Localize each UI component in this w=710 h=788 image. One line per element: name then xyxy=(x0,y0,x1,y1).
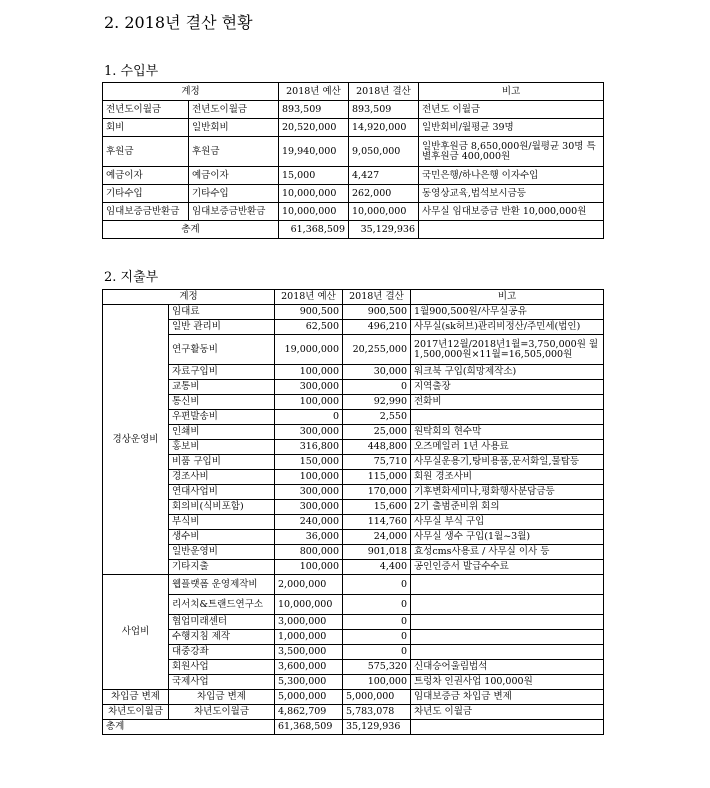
note-cell: 일반후원금 8,650,000원/월평균 30명 특별후원금 400,000원 xyxy=(419,137,604,167)
account-item: 생수비 xyxy=(169,530,275,545)
account-category: 차입금 변제 xyxy=(103,690,169,705)
budget-cell: 20,520,000 xyxy=(279,119,349,137)
account-item: 통신비 xyxy=(169,395,275,410)
income-table xyxy=(102,82,604,239)
actual-cell: 15,600 xyxy=(343,500,411,515)
account-item: 일반 관리비 xyxy=(169,320,275,335)
actual-cell: 893,509 xyxy=(349,101,419,119)
actual-cell: 2,550 xyxy=(343,410,411,425)
account-item: 홍보비 xyxy=(169,440,275,455)
page-title: 2. 2018년 결산 현황 xyxy=(104,13,253,32)
account-item: 대중강좌 xyxy=(169,645,275,660)
actual-cell: 10,000,000 xyxy=(349,203,419,221)
budget-cell: 19,000,000 xyxy=(275,335,343,365)
note-cell: 사무실운용기,탕비용품,문서화일,물탑등 xyxy=(411,455,604,470)
table-row xyxy=(103,395,604,410)
budget-cell: 150,000 xyxy=(275,455,343,470)
table-row xyxy=(103,425,604,440)
col-header-actual: 2018년 결산 xyxy=(343,290,411,305)
budget-cell: 316,800 xyxy=(275,440,343,455)
table-row xyxy=(103,167,604,185)
note-cell: 기후변화세미나,평화행사분담금등 xyxy=(411,485,604,500)
total-row xyxy=(103,221,604,239)
budget-cell: 100,000 xyxy=(275,395,343,410)
note-cell xyxy=(411,595,604,615)
note-cell: 사무실 부식 구입 xyxy=(411,515,604,530)
account-item: 경조사비 xyxy=(169,470,275,485)
note-cell: 신대승어울림법석 xyxy=(411,660,604,675)
budget-cell: 4,862,709 xyxy=(275,705,343,720)
actual-cell: 901,018 xyxy=(343,545,411,560)
table-row xyxy=(103,470,604,485)
actual-cell: 114,760 xyxy=(343,515,411,530)
total-budget: 61,368,509 xyxy=(275,720,343,735)
actual-cell: 0 xyxy=(343,595,411,615)
note-cell: 트렁차 인권사업 100,000원 xyxy=(411,675,604,690)
total-note xyxy=(419,221,604,239)
note-cell: 차년도 이월금 xyxy=(411,705,604,720)
note-cell xyxy=(411,410,604,425)
table-row xyxy=(103,119,604,137)
actual-cell: 0 xyxy=(343,615,411,630)
budget-cell: 300,000 xyxy=(275,425,343,440)
table-row xyxy=(103,530,604,545)
note-cell: 1월900,500원/사무실공유 xyxy=(411,305,604,320)
budget-cell: 300,000 xyxy=(275,485,343,500)
budget-cell: 0 xyxy=(275,410,343,425)
actual-cell: 496,210 xyxy=(343,320,411,335)
note-cell: 효성cms사용료 / 사무실 이사 등 xyxy=(411,545,604,560)
col-header-account: 계정 xyxy=(103,290,275,305)
note-cell: 사무실 임대보증금 반환 10,000,000원 xyxy=(419,203,604,221)
budget-cell: 100,000 xyxy=(275,560,343,575)
actual-cell: 92,990 xyxy=(343,395,411,410)
account-item: 일반운영비 xyxy=(169,545,275,560)
account-item: 후원금 xyxy=(189,137,279,167)
col-header-note: 비고 xyxy=(411,290,604,305)
actual-cell: 4,400 xyxy=(343,560,411,575)
table-row xyxy=(103,645,604,660)
total-actual: 35,129,936 xyxy=(343,720,411,735)
note-cell: 오즈메일러 1년 사용료 xyxy=(411,440,604,455)
table-row xyxy=(103,615,604,630)
col-header-actual: 2018년 결산 xyxy=(349,83,419,101)
note-cell: 2017년12월/2018년1월=3,750,000원 월1,500,000원×11월=16,505,000원 xyxy=(411,335,604,365)
header-row xyxy=(103,83,604,101)
note-cell: 사무실 생수 구입(1월~3월) xyxy=(411,530,604,545)
table-row xyxy=(103,380,604,395)
account-item: 비품 구입비 xyxy=(169,455,275,470)
actual-cell: 0 xyxy=(343,645,411,660)
table-row xyxy=(103,485,604,500)
account-item: 웹플랫폼 운영제작비 xyxy=(169,575,275,595)
header-row xyxy=(103,290,604,305)
note-cell: 2기 출범준비위 회의 xyxy=(411,500,604,515)
category-ops: 경상운영비 xyxy=(103,305,169,575)
actual-cell: 115,000 xyxy=(343,470,411,485)
note-cell: 원탁회의 현수막 xyxy=(411,425,604,440)
actual-cell: 575,320 xyxy=(343,660,411,675)
note-cell: 전화비 xyxy=(411,395,604,410)
expense-heading: 2. 지출부 xyxy=(104,270,159,285)
table-row xyxy=(103,335,604,365)
budget-cell: 800,000 xyxy=(275,545,343,560)
account-item: 우편발송비 xyxy=(169,410,275,425)
note-cell: 회원 경조사비 xyxy=(411,470,604,485)
account-item: 인쇄비 xyxy=(169,425,275,440)
note-cell xyxy=(411,615,604,630)
col-header-account: 계정 xyxy=(103,83,279,101)
table-row xyxy=(103,560,604,575)
table-row xyxy=(103,320,604,335)
budget-cell: 36,000 xyxy=(275,530,343,545)
table-row xyxy=(103,630,604,645)
table-row xyxy=(103,410,604,425)
total-label: 총계 xyxy=(103,221,279,239)
table-row xyxy=(103,185,604,203)
note-cell xyxy=(411,575,604,595)
total-actual: 35,129,936 xyxy=(349,221,419,239)
actual-cell: 0 xyxy=(343,380,411,395)
actual-cell: 14,920,000 xyxy=(349,119,419,137)
total-note xyxy=(411,720,604,735)
note-cell: 지역출장 xyxy=(411,380,604,395)
budget-cell: 893,509 xyxy=(279,101,349,119)
budget-cell: 100,000 xyxy=(275,365,343,380)
actual-cell: 262,000 xyxy=(349,185,419,203)
col-header-budget: 2018년 예산 xyxy=(279,83,349,101)
actual-cell: 20,255,000 xyxy=(343,335,411,365)
account-item: 리서치&트랜드연구소 xyxy=(169,595,275,615)
account-category: 임대보증금반환금 xyxy=(103,203,189,221)
account-item: 기타수입 xyxy=(189,185,279,203)
budget-cell: 19,940,000 xyxy=(279,137,349,167)
budget-cell: 15,000 xyxy=(279,167,349,185)
table-row xyxy=(103,595,604,615)
table-row xyxy=(103,500,604,515)
account-item: 협업미래센터 xyxy=(169,615,275,630)
col-header-note: 비고 xyxy=(419,83,604,101)
table-row xyxy=(103,455,604,470)
actual-cell: 75,710 xyxy=(343,455,411,470)
account-item: 임대보증금반환금 xyxy=(189,203,279,221)
note-cell xyxy=(411,630,604,645)
account-item: 기타지출 xyxy=(169,560,275,575)
budget-cell: 300,000 xyxy=(275,500,343,515)
budget-cell: 3,500,000 xyxy=(275,645,343,660)
income-heading: 1. 수입부 xyxy=(104,64,159,79)
budget-cell: 1,000,000 xyxy=(275,630,343,645)
note-cell: 임대보증금 차입금 변제 xyxy=(411,690,604,705)
table-row xyxy=(103,575,604,595)
actual-cell: 0 xyxy=(343,575,411,595)
account-item: 회의비(식비포함) xyxy=(169,500,275,515)
note-cell: 국민은행/하나은행 이자수입 xyxy=(419,167,604,185)
account-item: 차년도이월금 xyxy=(169,705,275,720)
account-item: 교통비 xyxy=(169,380,275,395)
table-row xyxy=(103,203,604,221)
budget-cell: 3,600,000 xyxy=(275,660,343,675)
account-item: 연대사업비 xyxy=(169,485,275,500)
account-item: 수행지침 제작 xyxy=(169,630,275,645)
actual-cell: 900,500 xyxy=(343,305,411,320)
account-item: 임대료 xyxy=(169,305,275,320)
account-item: 자료구입비 xyxy=(169,365,275,380)
note-cell: 동영상교육,법석보시금등 xyxy=(419,185,604,203)
actual-cell: 25,000 xyxy=(343,425,411,440)
account-category: 예금이자 xyxy=(103,167,189,185)
account-item: 연구활동비 xyxy=(169,335,275,365)
actual-cell: 9,050,000 xyxy=(349,137,419,167)
note-cell: 전년도 이월금 xyxy=(419,101,604,119)
account-item: 부식비 xyxy=(169,515,275,530)
note-cell: 공인인증서 발급수수료 xyxy=(411,560,604,575)
table-row xyxy=(103,365,604,380)
actual-cell: 4,427 xyxy=(349,167,419,185)
budget-cell: 5,000,000 xyxy=(275,690,343,705)
total-budget: 61,368,509 xyxy=(279,221,349,239)
table-row xyxy=(103,675,604,690)
table-row xyxy=(103,705,604,720)
total-label: 총계 xyxy=(103,720,275,735)
budget-cell: 240,000 xyxy=(275,515,343,530)
budget-cell: 10,000,000 xyxy=(279,185,349,203)
table-row xyxy=(103,305,604,320)
table-row xyxy=(103,440,604,455)
budget-cell: 10,000,000 xyxy=(275,595,343,615)
actual-cell: 170,000 xyxy=(343,485,411,500)
note-cell: 일반회비/월평균 39명 xyxy=(419,119,604,137)
table-row xyxy=(103,690,604,705)
account-item: 차입금 변제 xyxy=(169,690,275,705)
actual-cell: 5,783,078 xyxy=(343,705,411,720)
total-row xyxy=(103,720,604,735)
account-item: 국제사업 xyxy=(169,675,275,690)
table-row xyxy=(103,137,604,167)
expense-table xyxy=(102,289,604,735)
account-item: 예금이자 xyxy=(189,167,279,185)
note-cell: 워크북 구입(희망제작소) xyxy=(411,365,604,380)
actual-cell: 448,800 xyxy=(343,440,411,455)
budget-cell: 62,500 xyxy=(275,320,343,335)
account-category: 차년도이월금 xyxy=(103,705,169,720)
account-category: 기타수입 xyxy=(103,185,189,203)
actual-cell: 100,000 xyxy=(343,675,411,690)
budget-cell: 5,300,000 xyxy=(275,675,343,690)
table-row xyxy=(103,545,604,560)
actual-cell: 24,000 xyxy=(343,530,411,545)
budget-cell: 300,000 xyxy=(275,380,343,395)
account-item: 일반회비 xyxy=(189,119,279,137)
account-category: 후원금 xyxy=(103,137,189,167)
account-category: 전년도이월금 xyxy=(103,101,189,119)
budget-cell: 10,000,000 xyxy=(279,203,349,221)
table-row xyxy=(103,101,604,119)
note-cell: 사무실(sk허브)관리비정산/주민세(법인) xyxy=(411,320,604,335)
actual-cell: 5,000,000 xyxy=(343,690,411,705)
note-cell xyxy=(411,645,604,660)
col-header-budget: 2018년 예산 xyxy=(275,290,343,305)
budget-cell: 100,000 xyxy=(275,470,343,485)
actual-cell: 0 xyxy=(343,630,411,645)
account-item: 회원사업 xyxy=(169,660,275,675)
table-row xyxy=(103,515,604,530)
budget-cell: 900,500 xyxy=(275,305,343,320)
table-row xyxy=(103,660,604,675)
account-category: 회비 xyxy=(103,119,189,137)
budget-cell: 3,000,000 xyxy=(275,615,343,630)
account-item: 전년도이월금 xyxy=(189,101,279,119)
budget-cell: 2,000,000 xyxy=(275,575,343,595)
category-business: 사업비 xyxy=(103,575,169,690)
actual-cell: 30,000 xyxy=(343,365,411,380)
